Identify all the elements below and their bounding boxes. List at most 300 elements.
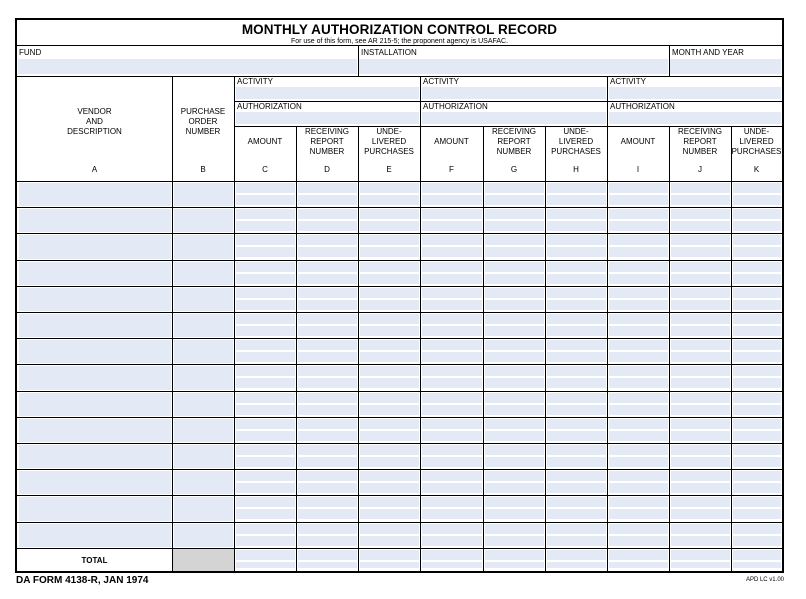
row-field[interactable]	[547, 471, 606, 481]
row-field[interactable]	[671, 326, 730, 336]
total-field[interactable]	[547, 550, 606, 560]
row-field[interactable]	[733, 483, 781, 493]
row-field[interactable]	[671, 352, 730, 362]
row-field[interactable]	[485, 378, 544, 388]
row-field[interactable]	[485, 419, 544, 429]
row-field[interactable]	[609, 247, 668, 257]
total-field[interactable]	[547, 562, 606, 568]
row-field[interactable]	[485, 209, 544, 219]
row-field[interactable]	[547, 393, 606, 403]
row-field[interactable]	[298, 300, 357, 310]
row-field[interactable]	[671, 471, 730, 481]
row-field[interactable]	[609, 405, 668, 415]
row-field[interactable]	[547, 352, 606, 362]
row-field[interactable]	[360, 536, 419, 546]
row-field[interactable]	[671, 431, 730, 441]
row-field[interactable]	[236, 274, 295, 284]
row-field[interactable]	[19, 471, 171, 494]
row-field[interactable]	[547, 378, 606, 388]
row-field[interactable]	[547, 483, 606, 493]
row-field[interactable]	[174, 235, 233, 258]
row-field[interactable]	[609, 366, 668, 376]
row-field[interactable]	[671, 247, 730, 257]
row-field[interactable]	[19, 183, 171, 206]
activity-input-3[interactable]	[609, 87, 781, 99]
total-field[interactable]	[609, 550, 668, 560]
row-field[interactable]	[19, 366, 171, 389]
row-field[interactable]	[298, 471, 357, 481]
row-field[interactable]	[360, 509, 419, 519]
row-field[interactable]	[547, 262, 606, 272]
total-field[interactable]	[236, 550, 295, 560]
row-field[interactable]	[547, 524, 606, 534]
row-field[interactable]	[671, 497, 730, 507]
row-field[interactable]	[422, 274, 482, 284]
row-field[interactable]	[485, 457, 544, 467]
row-field[interactable]	[422, 262, 482, 272]
row-field[interactable]	[609, 509, 668, 519]
row-field[interactable]	[422, 183, 482, 193]
row-field[interactable]	[236, 497, 295, 507]
activity-input-1[interactable]	[236, 87, 419, 99]
row-field[interactable]	[360, 378, 419, 388]
row-field[interactable]	[485, 497, 544, 507]
row-field[interactable]	[360, 366, 419, 376]
row-field[interactable]	[298, 247, 357, 257]
row-field[interactable]	[298, 340, 357, 350]
row-field[interactable]	[547, 221, 606, 231]
row-field[interactable]	[422, 431, 482, 441]
row-field[interactable]	[422, 326, 482, 336]
row-field[interactable]	[360, 419, 419, 429]
row-field[interactable]	[609, 393, 668, 403]
row-field[interactable]	[609, 536, 668, 546]
row-field[interactable]	[547, 445, 606, 455]
row-field[interactable]	[298, 262, 357, 272]
row-field[interactable]	[547, 366, 606, 376]
row-field[interactable]	[671, 509, 730, 519]
row-field[interactable]	[298, 445, 357, 455]
row-field[interactable]	[422, 352, 482, 362]
row-field[interactable]	[733, 274, 781, 284]
row-field[interactable]	[360, 483, 419, 493]
row-field[interactable]	[671, 314, 730, 324]
row-field[interactable]	[733, 524, 781, 534]
row-field[interactable]	[609, 288, 668, 298]
row-field[interactable]	[236, 352, 295, 362]
row-field[interactable]	[609, 497, 668, 507]
row-field[interactable]	[19, 288, 171, 311]
row-field[interactable]	[236, 457, 295, 467]
row-field[interactable]	[19, 445, 171, 468]
row-field[interactable]	[360, 221, 419, 231]
row-field[interactable]	[671, 209, 730, 219]
row-field[interactable]	[671, 262, 730, 272]
row-field[interactable]	[174, 366, 233, 389]
row-field[interactable]	[236, 366, 295, 376]
row-field[interactable]	[298, 483, 357, 493]
row-field[interactable]	[422, 235, 482, 245]
row-field[interactable]	[609, 183, 668, 193]
row-field[interactable]	[485, 340, 544, 350]
row-field[interactable]	[422, 405, 482, 415]
row-field[interactable]	[671, 378, 730, 388]
total-field[interactable]	[360, 550, 419, 560]
row-field[interactable]	[547, 536, 606, 546]
row-field[interactable]	[733, 235, 781, 245]
row-field[interactable]	[360, 274, 419, 284]
row-field[interactable]	[547, 509, 606, 519]
row-field[interactable]	[360, 393, 419, 403]
row-field[interactable]	[609, 209, 668, 219]
total-field[interactable]	[360, 562, 419, 568]
row-field[interactable]	[298, 326, 357, 336]
row-field[interactable]	[733, 378, 781, 388]
row-field[interactable]	[298, 288, 357, 298]
row-field[interactable]	[547, 247, 606, 257]
row-field[interactable]	[174, 471, 233, 494]
row-field[interactable]	[298, 536, 357, 546]
row-field[interactable]	[671, 457, 730, 467]
row-field[interactable]	[422, 195, 482, 205]
row-field[interactable]	[485, 483, 544, 493]
row-field[interactable]	[298, 419, 357, 429]
row-field[interactable]	[422, 247, 482, 257]
row-field[interactable]	[609, 195, 668, 205]
row-field[interactable]	[422, 300, 482, 310]
row-field[interactable]	[733, 536, 781, 546]
month-year-input[interactable]	[670, 59, 781, 74]
row-field[interactable]	[485, 288, 544, 298]
row-field[interactable]	[174, 262, 233, 285]
row-field[interactable]	[547, 431, 606, 441]
row-field[interactable]	[485, 183, 544, 193]
authorization-input-1[interactable]	[236, 112, 419, 124]
row-field[interactable]	[609, 483, 668, 493]
row-field[interactable]	[733, 183, 781, 193]
row-field[interactable]	[485, 262, 544, 272]
row-field[interactable]	[19, 419, 171, 442]
row-field[interactable]	[236, 300, 295, 310]
row-field[interactable]	[671, 288, 730, 298]
row-field[interactable]	[609, 431, 668, 441]
row-field[interactable]	[671, 183, 730, 193]
row-field[interactable]	[422, 209, 482, 219]
row-field[interactable]	[733, 509, 781, 519]
row-field[interactable]	[733, 209, 781, 219]
row-field[interactable]	[360, 235, 419, 245]
total-field[interactable]	[733, 550, 781, 560]
row-field[interactable]	[609, 235, 668, 245]
row-field[interactable]	[422, 366, 482, 376]
row-field[interactable]	[236, 340, 295, 350]
row-field[interactable]	[733, 457, 781, 467]
row-field[interactable]	[609, 314, 668, 324]
row-field[interactable]	[733, 445, 781, 455]
row-field[interactable]	[360, 326, 419, 336]
row-field[interactable]	[298, 497, 357, 507]
row-field[interactable]	[236, 183, 295, 193]
total-field[interactable]	[298, 550, 357, 560]
row-field[interactable]	[174, 497, 233, 520]
row-field[interactable]	[733, 366, 781, 376]
row-field[interactable]	[733, 497, 781, 507]
row-field[interactable]	[671, 274, 730, 284]
row-field[interactable]	[671, 445, 730, 455]
row-field[interactable]	[236, 524, 295, 534]
row-field[interactable]	[547, 457, 606, 467]
row-field[interactable]	[19, 340, 171, 363]
row-field[interactable]	[19, 393, 171, 416]
row-field[interactable]	[19, 497, 171, 520]
row-field[interactable]	[19, 235, 171, 258]
row-field[interactable]	[422, 288, 482, 298]
row-field[interactable]	[236, 235, 295, 245]
row-field[interactable]	[236, 536, 295, 546]
row-field[interactable]	[236, 314, 295, 324]
row-field[interactable]	[236, 405, 295, 415]
row-field[interactable]	[236, 288, 295, 298]
row-field[interactable]	[733, 288, 781, 298]
row-field[interactable]	[422, 483, 482, 493]
row-field[interactable]	[485, 247, 544, 257]
row-field[interactable]	[298, 195, 357, 205]
row-field[interactable]	[671, 536, 730, 546]
row-field[interactable]	[236, 262, 295, 272]
row-field[interactable]	[360, 524, 419, 534]
row-field[interactable]	[733, 247, 781, 257]
row-field[interactable]	[360, 471, 419, 481]
row-field[interactable]	[298, 457, 357, 467]
row-field[interactable]	[422, 524, 482, 534]
row-field[interactable]	[733, 340, 781, 350]
row-field[interactable]	[733, 221, 781, 231]
row-field[interactable]	[360, 247, 419, 257]
row-field[interactable]	[609, 524, 668, 534]
authorization-input-2[interactable]	[422, 112, 606, 124]
row-field[interactable]	[174, 419, 233, 442]
row-field[interactable]	[298, 314, 357, 324]
total-field[interactable]	[485, 550, 544, 560]
row-field[interactable]	[733, 314, 781, 324]
row-field[interactable]	[298, 524, 357, 534]
row-field[interactable]	[671, 405, 730, 415]
row-field[interactable]	[236, 247, 295, 257]
row-field[interactable]	[547, 235, 606, 245]
row-field[interactable]	[485, 431, 544, 441]
row-field[interactable]	[609, 221, 668, 231]
row-field[interactable]	[547, 497, 606, 507]
total-field[interactable]	[485, 562, 544, 568]
row-field[interactable]	[19, 314, 171, 337]
row-field[interactable]	[422, 314, 482, 324]
row-field[interactable]	[298, 235, 357, 245]
row-field[interactable]	[485, 221, 544, 231]
row-field[interactable]	[174, 288, 233, 311]
row-field[interactable]	[360, 195, 419, 205]
row-field[interactable]	[547, 326, 606, 336]
total-field[interactable]	[236, 562, 295, 568]
row-field[interactable]	[733, 393, 781, 403]
row-field[interactable]	[422, 509, 482, 519]
row-field[interactable]	[547, 288, 606, 298]
row-field[interactable]	[671, 524, 730, 534]
row-field[interactable]	[174, 524, 233, 547]
total-field[interactable]	[671, 562, 730, 568]
row-field[interactable]	[360, 288, 419, 298]
row-field[interactable]	[236, 209, 295, 219]
row-field[interactable]	[422, 340, 482, 350]
row-field[interactable]	[485, 509, 544, 519]
row-field[interactable]	[485, 366, 544, 376]
row-field[interactable]	[485, 300, 544, 310]
row-field[interactable]	[547, 314, 606, 324]
row-field[interactable]	[236, 483, 295, 493]
row-field[interactable]	[671, 221, 730, 231]
row-field[interactable]	[733, 195, 781, 205]
row-field[interactable]	[422, 457, 482, 467]
total-field[interactable]	[733, 562, 781, 568]
total-field[interactable]	[671, 550, 730, 560]
row-field[interactable]	[733, 405, 781, 415]
row-field[interactable]	[236, 378, 295, 388]
row-field[interactable]	[298, 221, 357, 231]
row-field[interactable]	[547, 274, 606, 284]
row-field[interactable]	[547, 405, 606, 415]
row-field[interactable]	[360, 183, 419, 193]
row-field[interactable]	[609, 340, 668, 350]
row-field[interactable]	[422, 378, 482, 388]
row-field[interactable]	[19, 209, 171, 232]
row-field[interactable]	[236, 393, 295, 403]
row-field[interactable]	[485, 536, 544, 546]
row-field[interactable]	[236, 471, 295, 481]
row-field[interactable]	[422, 419, 482, 429]
row-field[interactable]	[733, 419, 781, 429]
row-field[interactable]	[236, 445, 295, 455]
row-field[interactable]	[174, 314, 233, 337]
row-field[interactable]	[671, 195, 730, 205]
row-field[interactable]	[485, 524, 544, 534]
row-field[interactable]	[298, 393, 357, 403]
row-field[interactable]	[485, 314, 544, 324]
row-field[interactable]	[360, 445, 419, 455]
row-field[interactable]	[485, 235, 544, 245]
row-field[interactable]	[485, 405, 544, 415]
row-field[interactable]	[733, 352, 781, 362]
row-field[interactable]	[609, 457, 668, 467]
total-field[interactable]	[422, 550, 482, 560]
row-field[interactable]	[422, 497, 482, 507]
fund-input[interactable]	[18, 59, 357, 74]
row-field[interactable]	[547, 183, 606, 193]
row-field[interactable]	[609, 419, 668, 429]
row-field[interactable]	[298, 366, 357, 376]
activity-input-2[interactable]	[422, 87, 606, 99]
row-field[interactable]	[422, 471, 482, 481]
row-field[interactable]	[360, 340, 419, 350]
row-field[interactable]	[298, 378, 357, 388]
row-field[interactable]	[298, 183, 357, 193]
row-field[interactable]	[609, 262, 668, 272]
row-field[interactable]	[236, 221, 295, 231]
row-field[interactable]	[422, 536, 482, 546]
row-field[interactable]	[547, 195, 606, 205]
row-field[interactable]	[609, 352, 668, 362]
row-field[interactable]	[19, 524, 171, 547]
row-field[interactable]	[485, 274, 544, 284]
row-field[interactable]	[360, 352, 419, 362]
row-field[interactable]	[236, 509, 295, 519]
installation-input[interactable]	[359, 59, 668, 74]
row-field[interactable]	[485, 445, 544, 455]
row-field[interactable]	[671, 366, 730, 376]
row-field[interactable]	[360, 457, 419, 467]
row-field[interactable]	[671, 300, 730, 310]
row-field[interactable]	[485, 352, 544, 362]
row-field[interactable]	[485, 326, 544, 336]
row-field[interactable]	[19, 262, 171, 285]
row-field[interactable]	[236, 195, 295, 205]
row-field[interactable]	[733, 262, 781, 272]
row-field[interactable]	[360, 300, 419, 310]
row-field[interactable]	[174, 445, 233, 468]
row-field[interactable]	[422, 393, 482, 403]
row-field[interactable]	[298, 509, 357, 519]
row-field[interactable]	[298, 431, 357, 441]
row-field[interactable]	[485, 471, 544, 481]
row-field[interactable]	[485, 393, 544, 403]
row-field[interactable]	[422, 221, 482, 231]
row-field[interactable]	[671, 393, 730, 403]
row-field[interactable]	[360, 405, 419, 415]
total-field[interactable]	[298, 562, 357, 568]
row-field[interactable]	[360, 209, 419, 219]
row-field[interactable]	[733, 431, 781, 441]
row-field[interactable]	[609, 471, 668, 481]
row-field[interactable]	[298, 209, 357, 219]
row-field[interactable]	[298, 274, 357, 284]
row-field[interactable]	[236, 419, 295, 429]
row-field[interactable]	[174, 183, 233, 206]
row-field[interactable]	[547, 419, 606, 429]
row-field[interactable]	[360, 497, 419, 507]
row-field[interactable]	[547, 340, 606, 350]
row-field[interactable]	[236, 431, 295, 441]
row-field[interactable]	[547, 209, 606, 219]
row-field[interactable]	[671, 235, 730, 245]
row-field[interactable]	[609, 300, 668, 310]
row-field[interactable]	[733, 300, 781, 310]
row-field[interactable]	[174, 209, 233, 232]
authorization-input-3[interactable]	[609, 112, 781, 124]
row-field[interactable]	[671, 483, 730, 493]
row-field[interactable]	[609, 445, 668, 455]
row-field[interactable]	[174, 393, 233, 416]
row-field[interactable]	[671, 419, 730, 429]
total-field[interactable]	[422, 562, 482, 568]
row-field[interactable]	[422, 445, 482, 455]
row-field[interactable]	[360, 262, 419, 272]
row-field[interactable]	[609, 274, 668, 284]
row-field[interactable]	[360, 431, 419, 441]
row-field[interactable]	[547, 300, 606, 310]
row-field[interactable]	[298, 405, 357, 415]
row-field[interactable]	[174, 340, 233, 363]
row-field[interactable]	[236, 326, 295, 336]
row-field[interactable]	[609, 378, 668, 388]
row-field[interactable]	[671, 340, 730, 350]
